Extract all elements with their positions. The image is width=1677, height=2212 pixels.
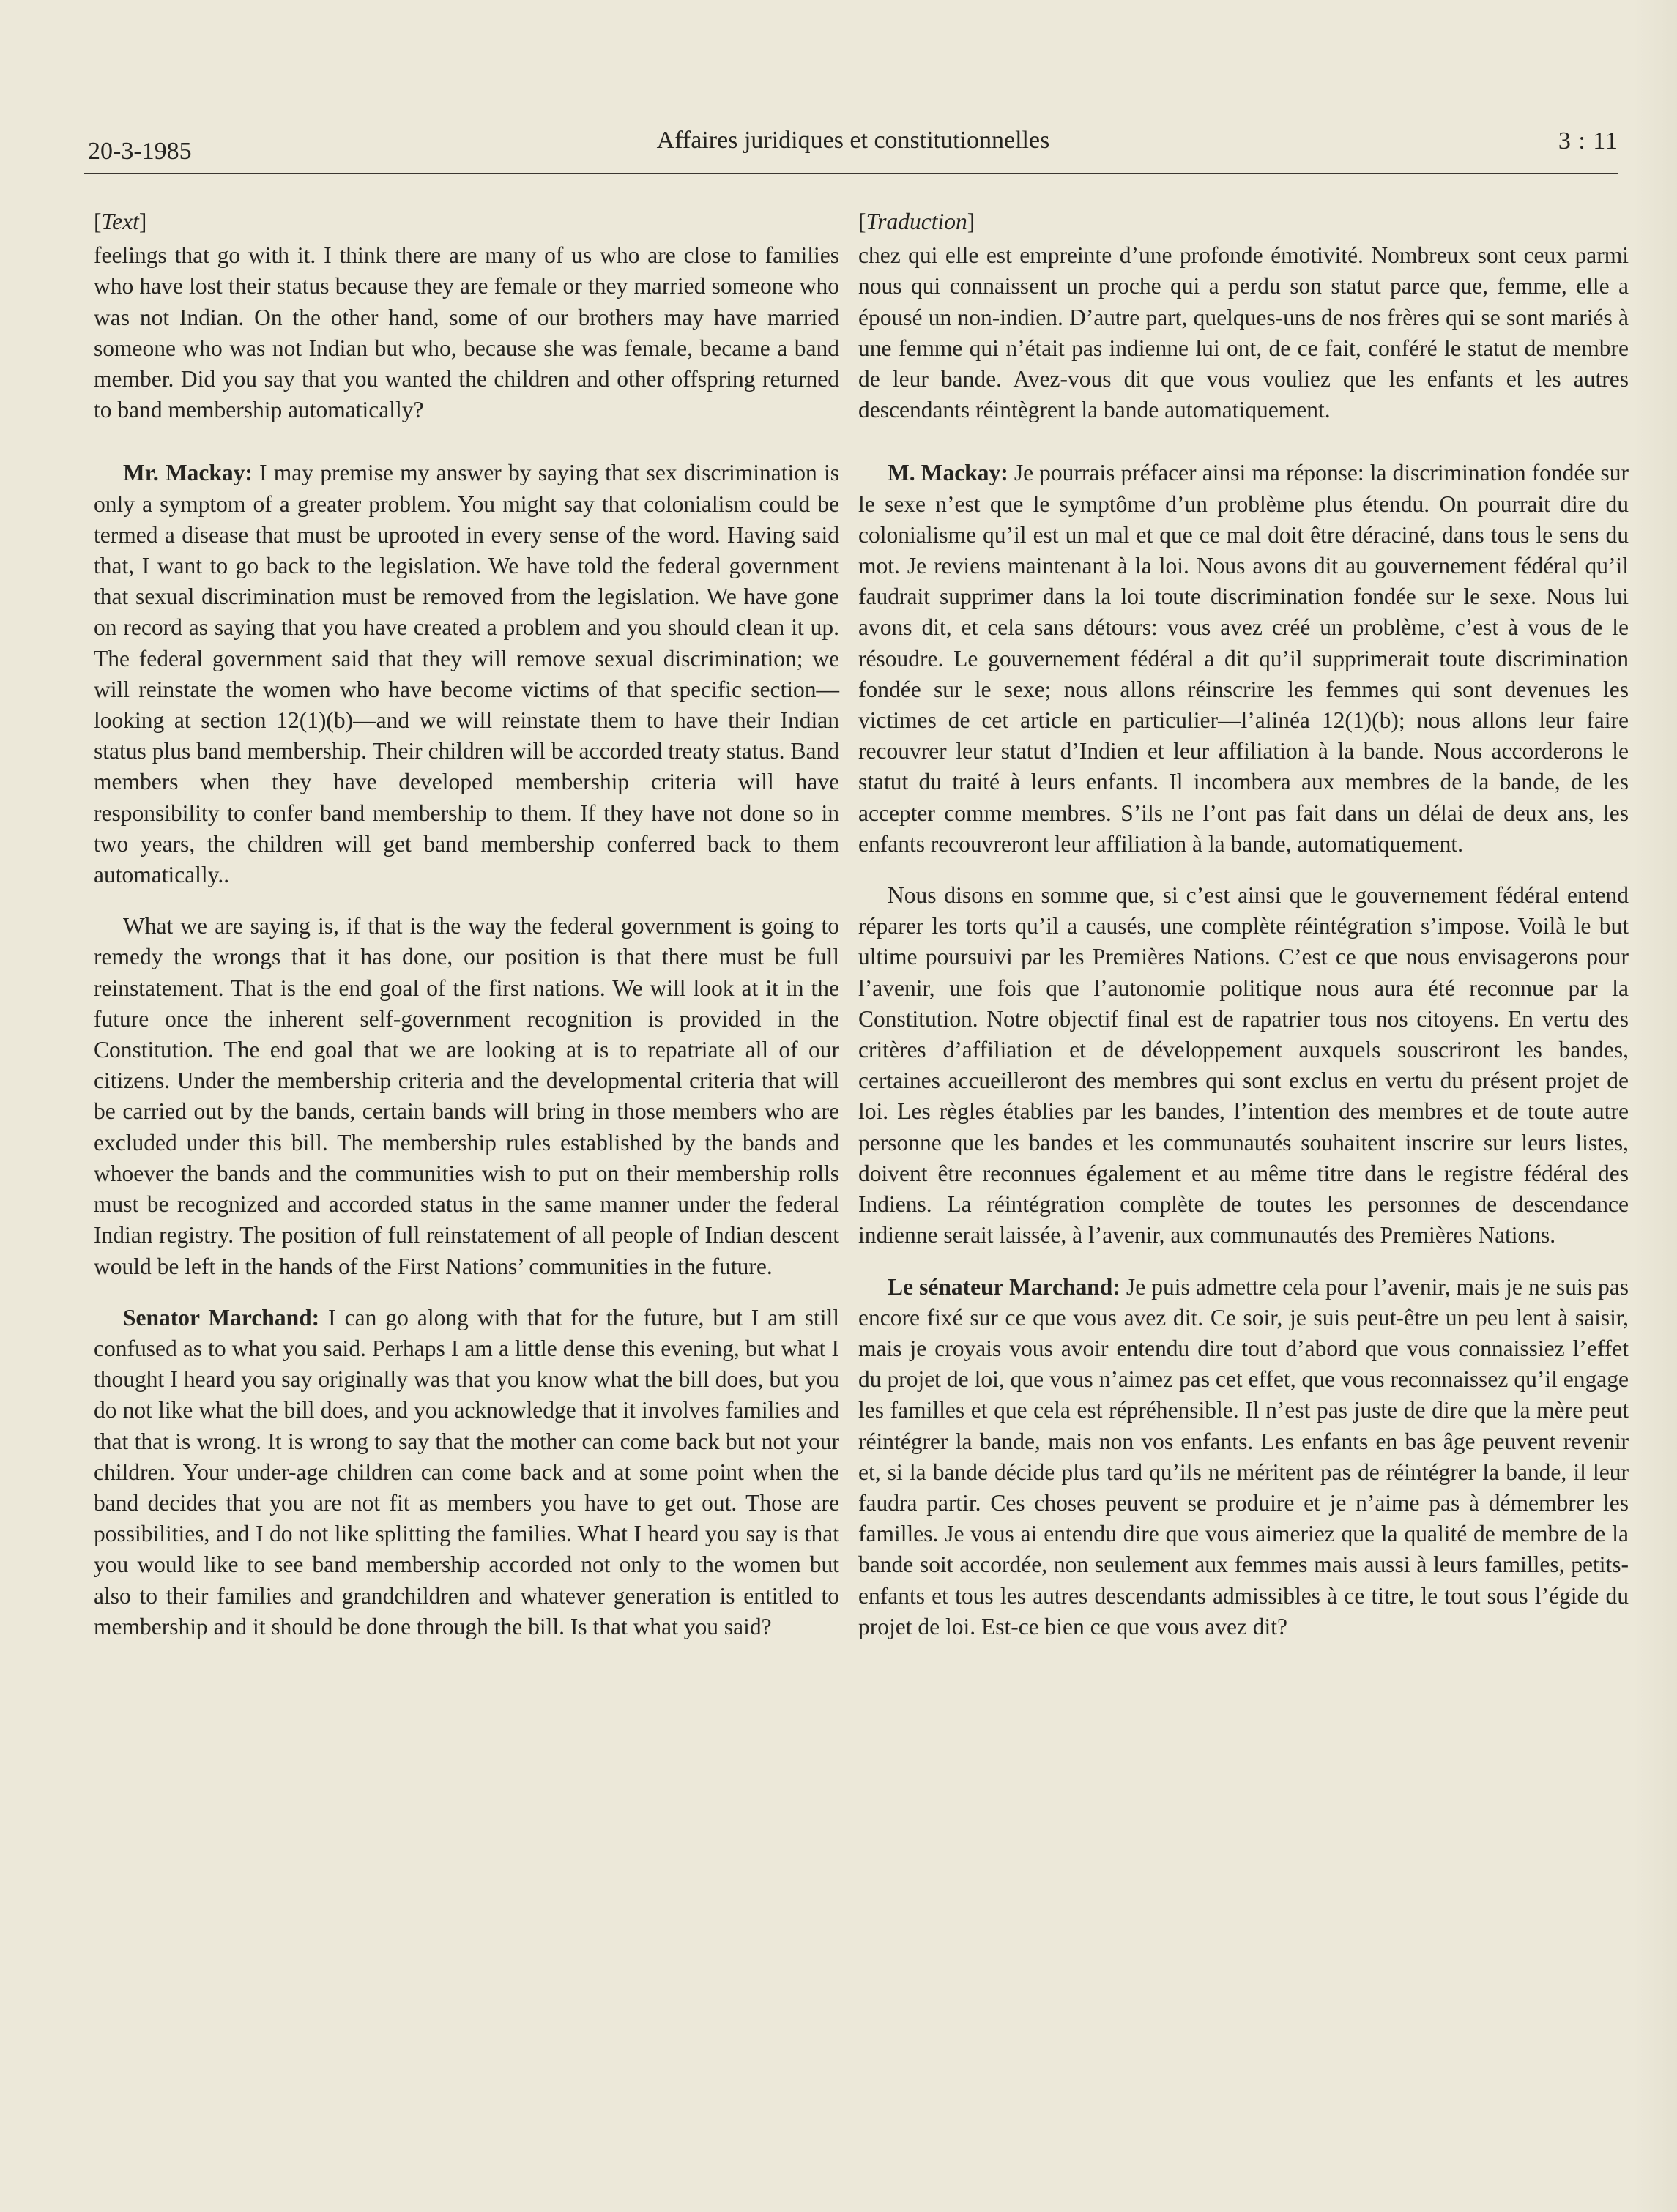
left-paragraph-2 [94, 458, 839, 890]
left-column-label-text: Text [101, 209, 139, 234]
right-column [858, 206, 1629, 1642]
left-paragraph-1 [94, 240, 839, 425]
right-paragraph-4-speaker: Le sénateur Marchand: [888, 1273, 1120, 1300]
right-paragraph-2-text: Je pourrais préfacer ainsi ma réponse: la discrimination fondée sur le sexe n’est que le symptôme d’un problème plus étendu. On pourrait dire du colonialisme qu’il est un mal et que ce mal doit être déraciné, dans tous le sens du mot. Je reviens maintenant à la loi. Nous avons dit au gouvernement fédéral qu’il faudrait supprimer dans la loi toute discrimination fondée sur le sexe. Nous lui avons dit, et cela sans détours: vous avez créé un problème, c’est à vous de le résoudre. Le gouvernement fédéral a dit qu’il supprimerait toute discrimination fondée sur le sexe; nous allons réinscrire les femmes qui sont devenues les victimes de cet article en particulier—l’alinéa 12(1)(b); nous allons leur faire recouvrer leur statut d’Indien et leur affiliation à la bande. Nous accorderons le statut du traité à leurs enfants. Il incombera aux membres de la bande, de les accepter comme membres. S’ils ne l’ont pas fait dans un délai de deux ans, les enfants recouvreront leur affiliation à la bande, automatiquement. [858, 460, 1629, 857]
right-column-label-text: Traduction [866, 209, 967, 234]
left-paragraph-1-text: feelings that go with it. I think there are many of us who are close to families who have lost their status because they are female or they married someone who was not Indian. On the other hand, some of our brothers may have married someone who was not Indian but who, because she was female, became a band member. Did you say that you wanted the children and other offspring returned to band membership automatically? [94, 242, 839, 423]
header-page-number: 3 : 11 [1558, 127, 1618, 154]
right-paragraph-2 [858, 458, 1629, 860]
left-column-label: [Text] [94, 209, 147, 234]
left-paragraph-2-speaker: Mr. Mackay: [123, 460, 253, 486]
left-column [94, 206, 839, 1642]
right-paragraph-3-text: Nous disons en somme que, si c’est ainsi que le gouvernement fédéral entend réparer les torts qu’il a causés, une complète réintégration s’impose. Voilà le but ultime poursuivi par les Premières Nations. C’est ce que nous envisagerons pour l’avenir, une fois que l’autonomie politique nous aura été reconnue par la Constitution. Notre objectif final est de rapatrier tous nos citoyens. En vertu des critères d’affiliation et de développement auxquels souscriront les bandes, certaines accueilleront des membres qui sont exclus en vertu du présent projet de loi. Les règles établies par les bandes, l’intention des membres et de toute autre personne que les bandes et les communautés souhaitent inscrire sur leurs listes, doivent être reconnues également et au même titre dans le registre fédéral des Indiens. La réintégration complète de toutes les personnes de descendance indienne serait laissée, à l’avenir, aux communautés des Premières Nations. [858, 882, 1629, 1248]
right-paragraph-4-text: Je puis admettre cela pour l’avenir, mais je ne suis pas encore fixé sur ce que vous avez dit. Ce soir, je suis peut-être un peu lent à saisir, mais je croyais vous avoir entendu dire tout d’abord que vous connaissiez l’effet du projet de loi, que vous n’aimez pas cet effet, que vous reconnaissez qu’il engage les familles et que cela est répréhensible. Il n’est pas juste de dire que la mère peut réintégrer la bande, mais non vos enfants. Les enfants en bas âge peuvent revenir et, si la bande décide plus tard qu’ils ne méritent pas de réintégrer la bande, il leur faudra partir. Ces choses peuvent se produire et je n’aime pas à démembrer les familles. Je vous ai entendu dire que vous aimeriez que la qualité de membre de la bande soit accordée, non seulement aux femmes mais aussi à leurs familles, petits-enfants et tous les autres descendants admissibles à ce titre, le tout sous l’égide du projet de loi. Est-ce bien ce que vous avez dit? [858, 1273, 1629, 1639]
header-date: 20-3-1985 [88, 138, 192, 165]
left-paragraph-4-speaker: Senator Marchand: [123, 1304, 320, 1330]
left-paragraph-3-text: What we are saying is, if that is the way the federal government is going to remedy the wrongs that it has done, our position is that there must be full reinstatement. That is the end goal of the first nations. We will look at it in the future once the inherent self-government recognition is provided in the Constitution. The end goal that we are looking at is to repatriate all of our citizens. Under the membership criteria and the developmental criteria that will be carried out by the bands, certain bands will bring in those members who are excluded under this bill. The membership rules established by the bands and whoever the bands and the communities wish to put on their membership rolls must be recognized and accorded status in the same manner under the federal Indian registry. The position of full reinstatement of all people of Indian descent would be left in the hands of the First Nations’ communities in the future. [94, 913, 839, 1279]
left-paragraph-4 [94, 1303, 839, 1642]
page-edge-shadow [1633, 0, 1677, 2212]
header-title: Affaires juridiques et constitutionnelles [656, 127, 1050, 154]
right-paragraph-4 [858, 1272, 1629, 1642]
left-paragraph-3 [94, 911, 839, 1281]
left-paragraph-4-text: I can go along with that for the future, but I am still confused as to what you said. Perhaps I am a little dense this evening, but what I thought I heard you say originally was that you know what the bill does, but you do not like what the bill does, and you acknowledge that it involves families and that that is wrong. It is wrong to say that the mother can come back but not your children. Your under-age children can come back and at some point when the band decides that you are not fit as members you have to get out. Those are possibilities, and I do not like splitting the families. What I heard you say is that you would like to see band membership accorded not only to the women but also to their families and grandchildren and whatever generation is entitled to membership and it should be done through the bill. Is that what you said? [94, 1304, 839, 1639]
page-header [88, 123, 1618, 174]
right-paragraph-1-text: chez qui elle est empreinte d’une profonde émotivité. Nombreux sont ceux parmi nous qui connaissent un proche qui a perdu son statut parce que, femme, elle a épousé un non-indien. D’autre part, quelques-uns de nos frères qui se sont mariés à une femme qui n’était pas indienne lui ont, de ce fait, conféré le statut de membre de leur bande. Avez-vous dit que vous vouliez que les enfants et les autres descendants réintègrent la bande automatiquement. [858, 242, 1629, 423]
right-paragraph-2-speaker: M. Mackay: [888, 460, 1008, 486]
header-rule [84, 173, 1618, 174]
left-paragraph-2-text: I may premise my answer by saying that sex discrimination is only a symptom of a greater problem. You might say that colonialism could be termed a disease that must be uprooted in every sense of the word. Having said that, I want to go back to the legislation. We have told the federal government that sexual discrimination must be removed from the legislation. We have gone on record as saying that you have created a problem and you should clean it up. The federal government said that they will remove sexual discrimination; we will reinstate the women who have become victims of that specific section—looking at section 12(1)(b)—and we will reinstate them to have their Indian status plus band membership. Their children will be accorded treaty status. Band members when they have developed membership criteria will have responsibility to confer band membership to them. If they have not done so in two years, the children will get band membership conferred back to them automatically.. [94, 460, 839, 888]
right-paragraph-3 [858, 880, 1629, 1251]
right-column-label: [Traduction] [858, 209, 975, 234]
right-paragraph-1 [858, 240, 1629, 425]
